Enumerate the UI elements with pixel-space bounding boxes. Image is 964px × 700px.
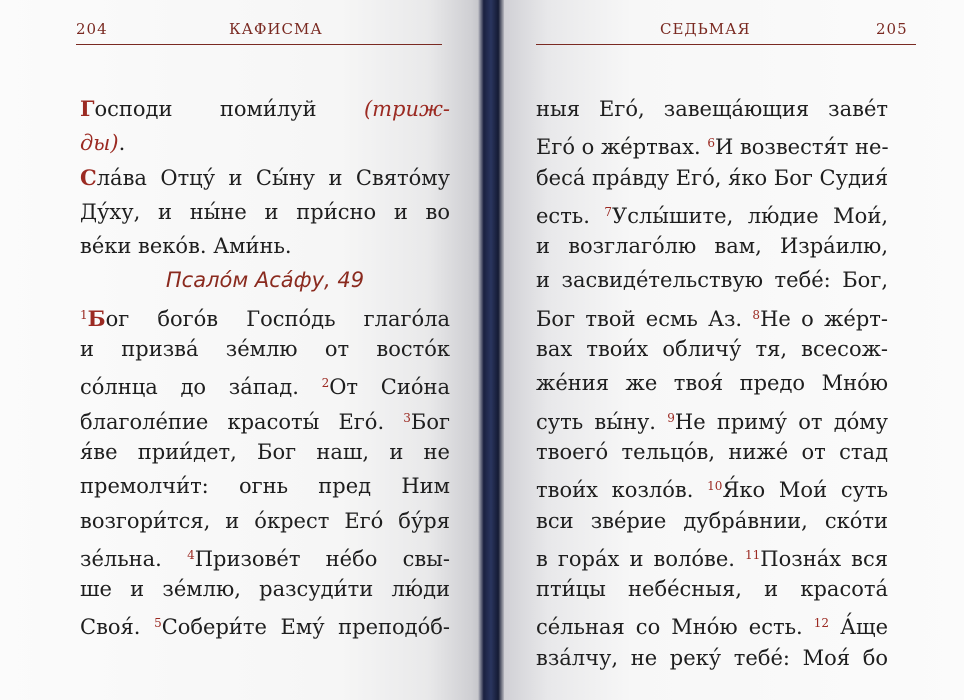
verse-text: и призва́ зе́млю от восто́к (80, 337, 450, 362)
page-number-right: 205 (876, 20, 908, 38)
verse-text: осподи поми́луй (94, 97, 364, 121)
verse-number: 12 (813, 616, 830, 631)
verse-text: ла́ва Отцу́ и Сы́ну и Свято́му (96, 165, 450, 190)
text-line (80, 126, 450, 160)
verse-text: Не приму́ от до́му (674, 409, 888, 434)
text-line (536, 263, 888, 297)
rubric-text: (триж- (363, 97, 450, 121)
text-line (80, 161, 450, 195)
text-line (536, 229, 888, 263)
verse-text: се́льная со Мно́ю есть. (536, 615, 814, 640)
text-line (536, 469, 888, 503)
text-line (80, 538, 450, 572)
right-page-text (536, 92, 888, 675)
text-line (80, 469, 450, 503)
verse-text: Я́ко Мои́ суть (722, 478, 888, 503)
text-line (536, 435, 888, 469)
text-line (536, 401, 888, 435)
text-line (536, 195, 888, 229)
verse-text: Бог твой есмь Аз. (536, 306, 753, 331)
verse-number: 2 (321, 376, 330, 391)
verse-text: А́ще (829, 615, 888, 640)
verse-number: 6 (707, 136, 715, 151)
verse-text: Его́ о же́ртвах. (536, 135, 708, 160)
verse-text: ог бого́в Госпо́дь глаго́ла (105, 306, 450, 331)
verse-text: Бог (410, 409, 450, 434)
verse-text: Собери́те Ему́ преподо́б- (161, 615, 450, 640)
verse-text: же́ния же твоя́ предо Мно́ю (536, 371, 888, 396)
verse-text: зе́льна. (80, 546, 188, 571)
verse-text: Призове́т не́бо свы- (194, 546, 450, 571)
text-line (536, 606, 888, 640)
verse-text: твоего́ тельцо́в, ниже́ от стад (536, 439, 888, 464)
verse-text: суть вы́ну. (536, 409, 668, 434)
text-line (536, 298, 888, 332)
verse-text: благоле́пие красоты́ Его́. (80, 409, 404, 434)
page-number-left: 204 (76, 20, 108, 38)
text-line (80, 195, 450, 229)
text-line (80, 435, 450, 469)
text-line (80, 229, 450, 263)
verse-text: ве́ки веко́в. Ами́нь. (80, 234, 292, 259)
text-line (80, 606, 450, 640)
verse-number: 11 (745, 547, 761, 562)
verse-text: в гора́х и воло́ве. (536, 546, 746, 571)
verse-text: возгори́тся, и о́крест Его́ бу́ря (80, 508, 450, 533)
verse-number: 7 (604, 204, 613, 219)
verse-text: И возвестя́т не- (714, 135, 889, 160)
text-line (536, 92, 888, 126)
verse-text: и возглаго́лю вам, Изра́илю, (536, 234, 888, 259)
drop-initial: С (80, 164, 97, 190)
verse-text: беса́ пра́вду Его́, я́ко Бог Судия́ (536, 165, 889, 190)
verse-text: ныя Его́, завеща́ющия заве́т (536, 97, 888, 121)
text-line (536, 161, 888, 195)
text-line (536, 126, 888, 160)
verse-text: . (118, 131, 126, 156)
verse-text: вза́лчу, не реку́ тебе́: Моя́ бо (536, 645, 888, 670)
verse-text: вси зве́рие дубра́внии, ско́ти (536, 508, 888, 533)
verse-text: пти́цы небе́сныя, и красота́ (536, 577, 888, 602)
text-line (80, 366, 450, 400)
left-page-text (80, 92, 450, 641)
text-line (80, 504, 450, 538)
verse-text: со́лнца до за́пад. (80, 375, 322, 400)
text-line (80, 92, 450, 126)
verse-text: Своя́. (80, 615, 155, 640)
text-line (536, 504, 888, 538)
verse-text: и засвиде́тельствую тебе́: Бог, (536, 268, 888, 293)
verse-text: ше и зе́млю, разсуди́ти лю́ди (80, 577, 450, 602)
header-rule-left (76, 44, 442, 45)
text-line (536, 641, 888, 675)
header-rule-right (536, 44, 916, 45)
text-line (536, 366, 888, 400)
verse-text: премолчи́т: огнь пред Ним (80, 474, 450, 499)
text-line (80, 298, 450, 332)
drop-initial: Г (80, 96, 95, 121)
drop-initial: Б (87, 305, 106, 331)
verse-text: твои́х козло́в. (536, 478, 708, 503)
verse-text: Не о же́рт- (760, 306, 888, 331)
text-line (536, 332, 888, 366)
bookmark-ribbon (478, 0, 504, 700)
verse-text: есть. (536, 203, 605, 228)
text-line (80, 263, 450, 297)
verse-number: 10 (707, 479, 723, 494)
psalm-title: Псало́м Аса́фу, 49 (165, 268, 365, 293)
verse-number: 9 (667, 410, 675, 425)
verse-text: Позна́х вся (760, 546, 888, 571)
verse-number: 3 (403, 410, 411, 425)
running-header-right: СЕДЬМАЯ (660, 20, 751, 38)
verse-number: 4 (187, 547, 195, 562)
text-line (536, 538, 888, 572)
verse-text: От Сио́на (329, 375, 450, 400)
verse-text: Ду́ху, и ны́не и при́сно и во (80, 199, 450, 224)
verse-text: я́ве прии́дет, Бог наш, и не (80, 439, 450, 464)
text-line (80, 401, 450, 435)
right-page (502, 0, 964, 700)
rubric-text: ды) (80, 131, 119, 156)
text-line (536, 572, 888, 606)
verse-number: 5 (154, 616, 162, 631)
running-header-left: КАФИСМА (229, 20, 323, 38)
verse-text: вах твои́х обличу́ тя, всесож- (536, 337, 888, 362)
verse-text: Услы́шите, лю́дие Мои́, (612, 203, 888, 228)
verse-number: 8 (752, 307, 761, 322)
text-line (80, 572, 450, 606)
text-line (80, 332, 450, 366)
verse-number: 1 (80, 307, 88, 322)
